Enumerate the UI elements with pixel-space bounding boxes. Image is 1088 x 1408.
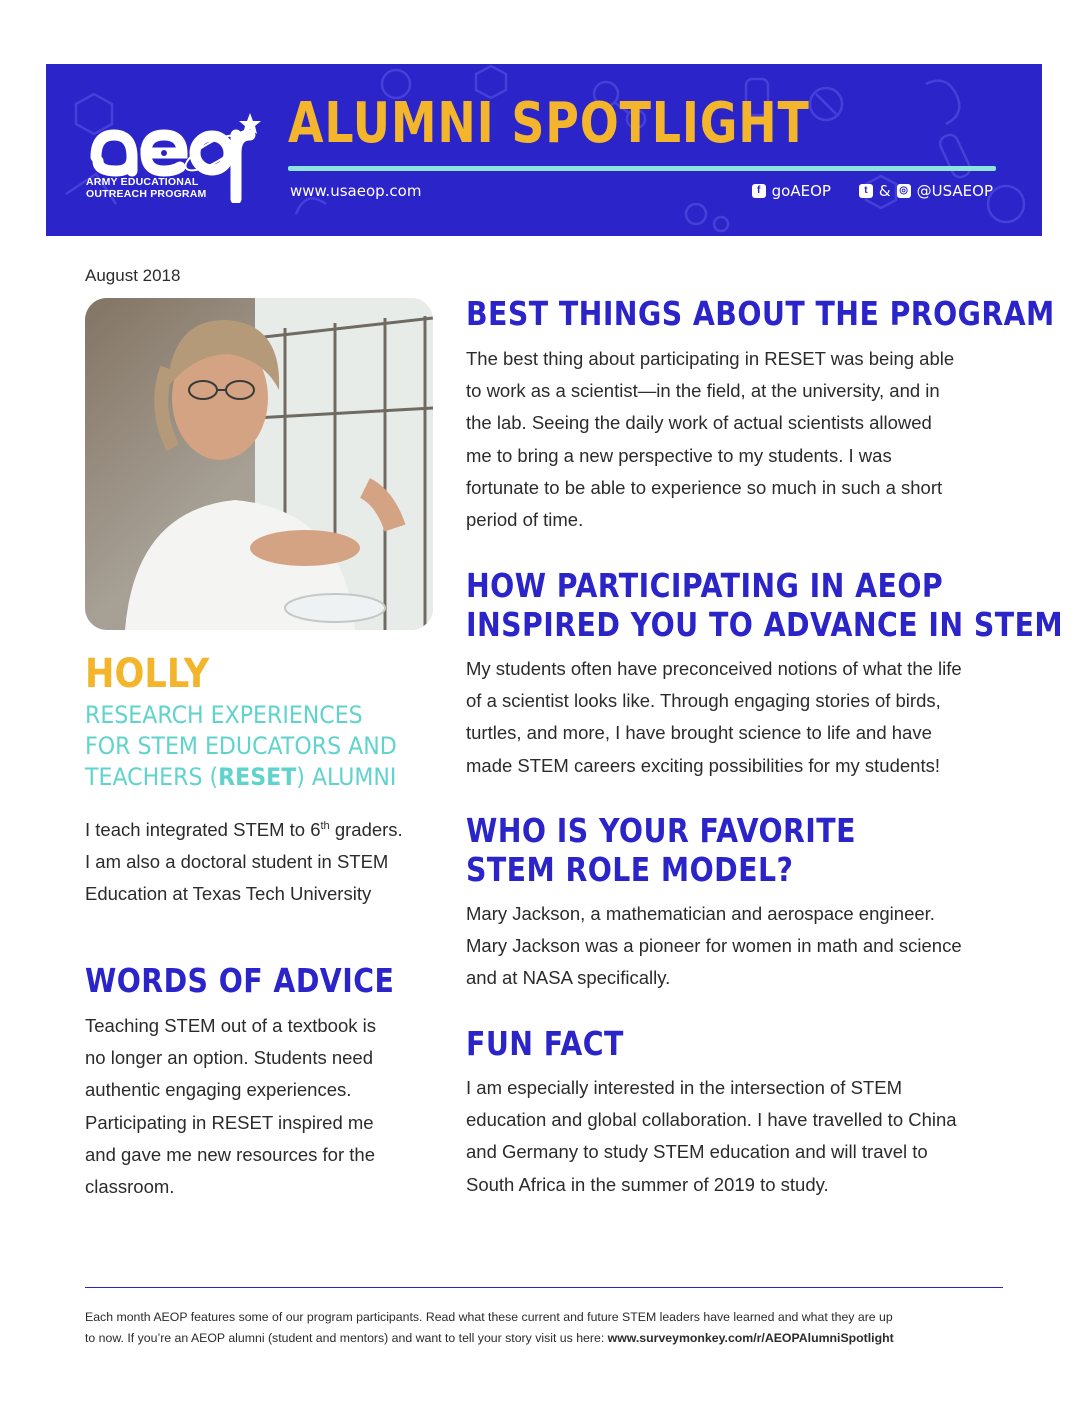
alumni-bio: [85, 814, 445, 910]
alumni-program: [85, 700, 416, 793]
text-line: and Germany to study STEM education and will travel to: [466, 1141, 928, 1163]
text-line: Teaching STEM out of a textbook is: [85, 1015, 377, 1036]
logo-subtitle: [86, 176, 206, 200]
bio-line: I am also a doctoral student in STEM: [85, 851, 389, 872]
instagram-icon[interactable]: ◎: [897, 184, 911, 198]
text-line: Participating in RESET inspired me: [85, 1111, 374, 1133]
text-line: period of time.: [466, 509, 584, 531]
issue-date: August 2018: [85, 266, 181, 285]
bio-superscript: th: [320, 819, 330, 832]
program-line: [85, 762, 416, 793]
text-line: the lab. Seeing the daily work of actual scientists allowed: [466, 412, 932, 434]
heading-line: STEM ROLE MODEL?: [466, 850, 794, 889]
heading-line: INSPIRED YOU TO ADVANCE IN STEM: [466, 605, 1064, 644]
bio-line: [85, 814, 445, 846]
footer-divider: [85, 1287, 1003, 1288]
footer-text: to now. If you’re an AEOP alumni (student and mentors) and want to tell your story visit us here:: [85, 1331, 608, 1345]
how-participating-heading: [466, 566, 1063, 644]
program-line: FOR STEM EDUCATORS AND: [85, 732, 397, 760]
heading-line: HOW PARTICIPATING IN AEOP: [466, 566, 944, 605]
best-things-text: [466, 343, 1026, 536]
logo-subtitle-line: OUTREACH PROGRAM: [86, 188, 207, 200]
facebook-handle[interactable]: goAEOP: [771, 182, 831, 200]
title-underline: [288, 166, 996, 171]
text-line: classroom.: [85, 1176, 175, 1198]
text-line: of a scientist looks like. Through engaging stories of birds,: [466, 690, 941, 712]
program-text: ) ALUMNI: [296, 763, 397, 791]
text-line: authentic engaging experiences.: [85, 1079, 352, 1101]
fun-fact-heading: FUN FACT: [466, 1024, 624, 1063]
text-line: made STEM careers exciting possibilities for my students!: [466, 754, 940, 776]
footer-line: Each month AEOP features some of our program participants. Read what these current and future STEM leaders have learned and what they are up: [85, 1310, 893, 1324]
text-line: The best thing about participating in RESET was being able: [466, 348, 955, 369]
text-line: no longer an option. Students need: [85, 1047, 374, 1069]
how-participating-text: [466, 653, 1026, 782]
fun-fact-text: [466, 1072, 1026, 1201]
text-line: South Africa in the summer of 2019 to study.: [466, 1173, 829, 1195]
words-of-advice-text: [85, 1010, 455, 1203]
alumni-name: HOLLY: [85, 651, 210, 697]
text-line: education and global collaboration. I have travelled to China: [466, 1109, 957, 1131]
page-title: ALUMNI SPOTLIGHT: [288, 91, 810, 156]
text-line: and at NASA specifically.: [466, 967, 671, 989]
facebook-icon[interactable]: f: [752, 184, 766, 198]
twitter-icon[interactable]: t: [859, 184, 873, 198]
survey-link[interactable]: www.surveymonkey.com/r/AEOPAlumniSpotlight: [607, 1331, 894, 1345]
program-text: TEACHERS (: [85, 763, 219, 791]
text-line: and gave me new resources for the: [85, 1143, 375, 1165]
words-of-advice-heading: WORDS OF ADVICE: [85, 961, 395, 1000]
bio-text: I teach integrated STEM to 6: [85, 819, 321, 840]
website-link[interactable]: www.usaeop.com: [290, 182, 422, 200]
bio-line: Education at Texas Tech University: [85, 883, 372, 904]
text-line: I am especially interested in the intersection of STEM: [466, 1077, 902, 1098]
text-line: Mary Jackson was a pioneer for women in math and science: [466, 935, 962, 957]
alumni-photo: [85, 298, 433, 630]
text-line: turtles, and more, I have brought science to life and have: [466, 722, 932, 744]
text-line: to work as a scientist—in the field, at the university, and in: [466, 380, 940, 402]
best-things-heading: BEST THINGS ABOUT THE PROGRAM: [466, 294, 1055, 333]
footer-note: [85, 1307, 1005, 1349]
heading-line: WHO IS YOUR FAVORITE: [466, 811, 856, 850]
text-line: fortunate to be able to experience so much in such a short: [466, 476, 943, 498]
social-links: [752, 181, 993, 201]
logo-subtitle-line: ARMY EDUCATIONAL: [86, 176, 199, 188]
program-line: RESEARCH EXPERIENCES: [85, 701, 363, 729]
ampersand: &: [878, 182, 891, 200]
twitter-instagram-handle[interactable]: @USAEOP: [916, 182, 993, 200]
bio-text: graders.: [329, 819, 403, 840]
role-model-text: [466, 898, 1026, 995]
text-line: me to bring a new perspective to my students. I was: [466, 444, 892, 466]
program-acronym: RESET: [218, 763, 297, 791]
text-line: My students often have preconceived notions of what the life: [466, 658, 962, 679]
footer-line: [85, 1328, 1005, 1349]
text-line: Mary Jackson, a mathematician and aerospace engineer.: [466, 903, 935, 924]
role-model-heading: [466, 811, 856, 889]
